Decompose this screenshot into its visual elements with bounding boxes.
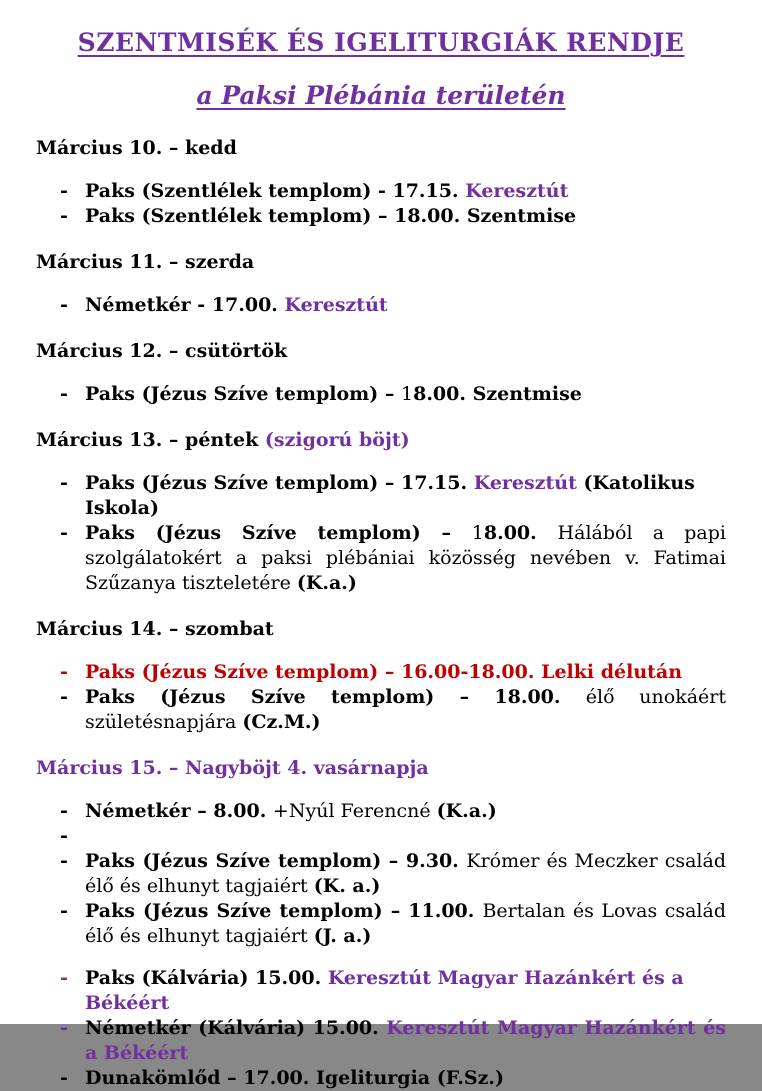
text-segment: Március 10. – kedd — [36, 137, 237, 159]
text-segment: (K.a.) — [296, 572, 357, 594]
text-segment: Március 11. – szerda — [36, 251, 255, 273]
bullet-dash: - — [60, 850, 68, 872]
bullet-dash: - — [60, 1017, 68, 1039]
text-segment: Paks (Jézus Szíve templom) – 16.00-18.00. Lelki délután — [85, 661, 683, 683]
text-segment: Paks (Jézus Szíve templom) – — [85, 383, 401, 405]
text-segment: Paks (Jézus Szíve templom) – 17.15. — [85, 472, 474, 494]
bullet-dash: - — [60, 825, 68, 847]
day-section — [36, 250, 726, 318]
section-heading — [36, 428, 726, 452]
bullet-dash: - — [60, 686, 68, 708]
schedule-item — [60, 799, 726, 824]
item-text — [85, 521, 726, 596]
item-text — [85, 685, 726, 735]
text-segment: Keresztút — [473, 472, 584, 494]
bullet-dash: - — [60, 800, 68, 822]
bullet-dash: - — [60, 205, 68, 227]
text-segment: Paks (Szentlélek templom) – 18.00. Szentmise — [85, 205, 577, 227]
schedule-item — [60, 1066, 726, 1091]
text-segment: Krómer és Meczker család élő és elhunyt tagjaiért — [85, 850, 726, 897]
text-segment: Németkér – 8.00. — [85, 800, 273, 822]
item-text — [85, 1016, 726, 1066]
document-title: SZENTMISÉK ÉS IGELITURGIÁK RENDJE — [77, 28, 685, 57]
text-segment: Bertalan és Lovas család élő és elhunyt tagjaiért — [85, 900, 726, 947]
text-segment: Keresztút Magyar Hazánkért és a Békéért — [85, 967, 684, 1014]
day-section — [36, 339, 726, 407]
text-segment: 8.00. — [483, 522, 558, 544]
section-heading — [36, 250, 726, 274]
schedule-item — [60, 204, 726, 229]
schedule-item — [60, 849, 726, 899]
text-segment: (Katolikus Iskola) — [85, 472, 695, 519]
text-segment: Március 12. – csütörtök — [36, 340, 288, 362]
text-segment: Paks (Szentlélek templom) - 17.15. — [85, 180, 466, 202]
day-section — [36, 428, 726, 596]
item-text — [85, 204, 726, 229]
text-segment: Március 13. – péntek — [36, 429, 265, 451]
section-heading — [36, 339, 726, 363]
item-text — [85, 824, 726, 849]
bullet-dash: - — [60, 967, 68, 989]
text-segment: (K.a.) — [436, 800, 497, 822]
text-segment: 1 — [401, 383, 414, 405]
section-heading — [36, 136, 726, 160]
schedule-item — [60, 660, 726, 685]
day-section — [36, 617, 726, 735]
section-heading — [36, 756, 726, 780]
item-text — [85, 660, 726, 685]
bullet-dash: - — [60, 472, 68, 494]
item-text — [85, 179, 726, 204]
text-segment: Paks (Jézus Szíve templom) – 18.00. — [85, 686, 586, 708]
schedule-item — [60, 293, 726, 318]
text-segment: (K. a.) — [313, 875, 381, 897]
text-segment: Hálából a papi szolgálatokért a paksi plébániai közösség nevében v. Fatimai Szűzanya tiszteletére — [85, 522, 726, 594]
day-section — [36, 756, 726, 1091]
text-segment: Németkér (Kálvária) 15.00. — [85, 1017, 387, 1039]
text-segment: Március 14. – szombat — [36, 618, 274, 640]
schedule-item — [60, 179, 726, 204]
text-segment: (szigorú böjt) — [264, 429, 410, 451]
text-segment: +Nyúl Ferencné — [272, 800, 437, 822]
item-text — [85, 966, 726, 1016]
schedule-item — [60, 382, 726, 407]
text-segment: Dunakömlőd – 17.00. Igeliturgia (F.Sz.) — [85, 1067, 505, 1089]
schedule-item — [60, 966, 726, 1016]
text-segment: Március 15. – Nagyböjt 4. vasárnapja — [36, 757, 429, 779]
item-text — [85, 849, 726, 899]
text-segment: Paks (Jézus Szíve templom) – 9.30. — [85, 850, 467, 872]
text-segment: Paks (Jézus Szíve templom) – 11.00. — [85, 900, 483, 922]
schedule-item — [60, 685, 726, 735]
bullet-dash: - — [60, 383, 68, 405]
text-segment: Paks (Jézus Szíve templom) – — [85, 522, 472, 544]
text-segment: Keresztút — [465, 180, 569, 202]
text-segment: Keresztút — [284, 294, 388, 316]
item-text — [85, 899, 726, 949]
text-segment: Keresztút Magyar Hazánkért és a Békéért — [85, 1017, 726, 1064]
schedule-item — [60, 899, 726, 949]
section-heading — [36, 617, 726, 641]
text-segment: élő unokáért születésnapjára — [85, 686, 726, 733]
schedule-item — [60, 471, 726, 521]
text-segment: (J. a.) — [313, 925, 372, 947]
schedule-item — [60, 824, 726, 849]
text-segment: Németkér - 17.00. — [85, 294, 285, 316]
schedule-item — [60, 521, 726, 596]
bullet-dash: - — [60, 522, 68, 544]
bullet-dash: - — [60, 294, 68, 316]
bullet-dash: - — [60, 900, 68, 922]
item-text — [85, 293, 726, 318]
item-text — [85, 799, 726, 824]
item-text — [85, 1066, 726, 1091]
day-section — [36, 136, 726, 229]
text-segment: 1 — [471, 522, 484, 544]
bullet-dash: - — [60, 180, 68, 202]
item-text — [85, 471, 726, 521]
bullet-dash: - — [60, 1067, 68, 1089]
bullet-dash: - — [60, 661, 68, 683]
schedule-sections — [36, 136, 726, 1091]
text-segment: Paks (Kálvária) 15.00. — [85, 967, 328, 989]
item-text — [85, 382, 726, 407]
schedule-item — [60, 1016, 726, 1066]
text-segment: (Cz.M.) — [242, 711, 321, 733]
document-subtitle: a Paksi Plébánia területén — [196, 81, 566, 110]
text-segment: 8.00. Szentmise — [413, 383, 582, 405]
